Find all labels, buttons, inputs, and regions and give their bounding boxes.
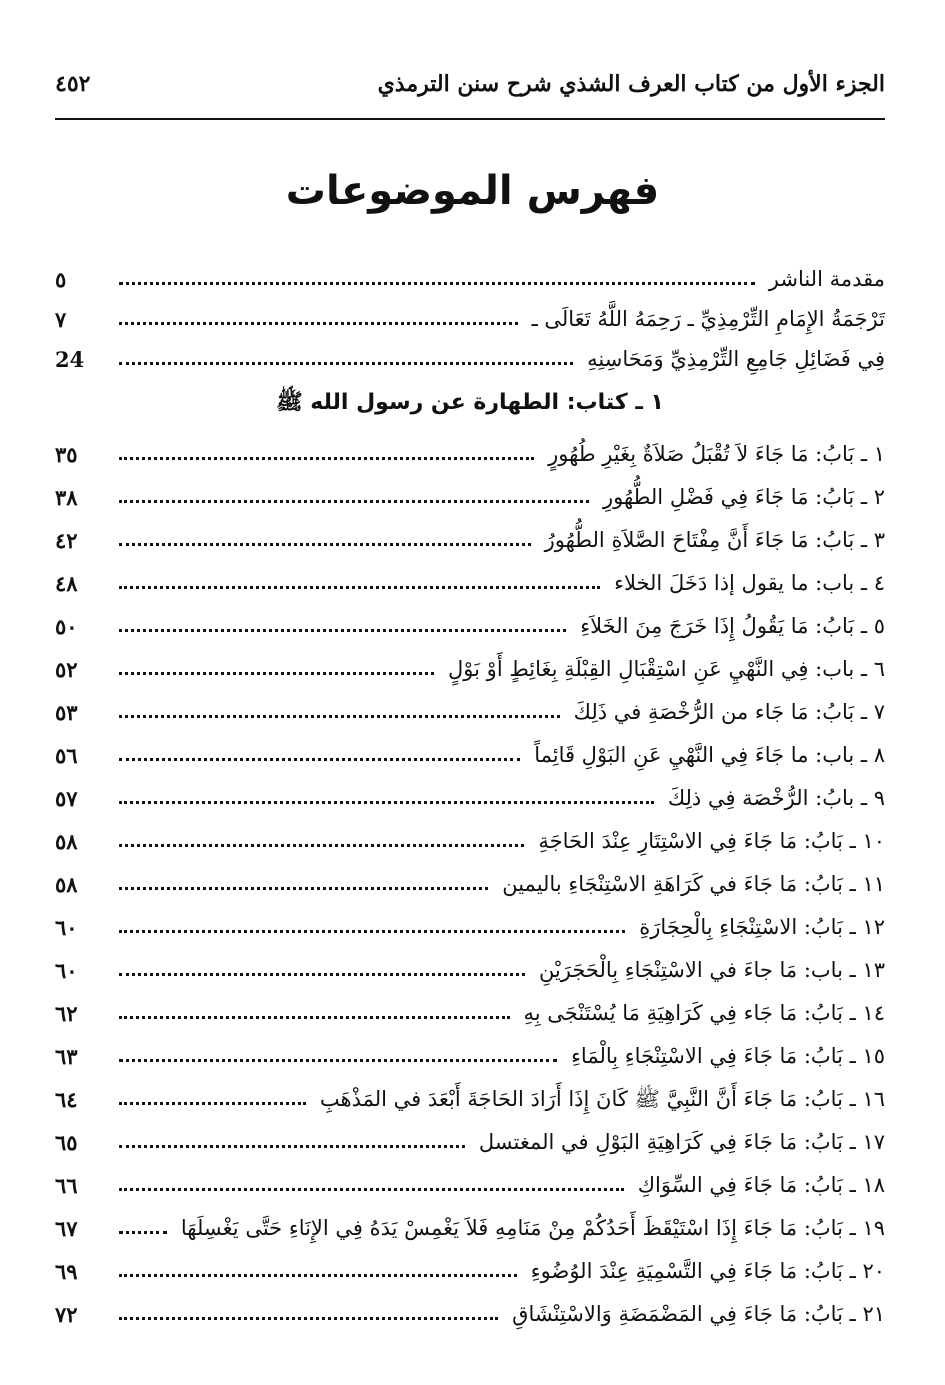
toc-entry-page: ٦٠ [55, 957, 78, 983]
toc-entry-page: ٥٨ [55, 871, 78, 897]
toc-entry-page: ٥٧ [55, 785, 78, 811]
dot-leader [119, 500, 589, 503]
dot-leader [119, 1317, 498, 1320]
toc-entry-page: 24 [55, 346, 85, 372]
toc-entry [55, 682, 885, 725]
toc-entry-page: ٦٢ [55, 1000, 78, 1026]
toc-entry-page: ٤٢ [55, 527, 78, 553]
toc-entry-page: ٥٨ [55, 828, 78, 854]
toc-entry [55, 725, 885, 768]
toc-entry-page: ٦٦ [55, 1172, 78, 1198]
toc-entry-text: ١ ـ بَابُ: مَا جَاءَ لاَ تُقْبَلُ صَلاَةٌ بِغَيْرِ طُهُورٍ [548, 441, 885, 466]
toc-entry-page: ٦٤ [55, 1086, 78, 1112]
toc-entry-text: ١٢ ـ بَابُ: الاسْتِنْجَاءِ بِالْحِجَارَةِ [639, 914, 885, 939]
dot-leader [119, 1102, 306, 1105]
toc-entry-page: ٦٧ [55, 1215, 78, 1241]
toc-entry [55, 424, 885, 467]
toc-entry-page: ٥٠ [55, 613, 78, 639]
toc-entry-page: ٣٥ [55, 441, 78, 467]
toc-entry-page: ٥ [55, 266, 67, 292]
toc-entry [55, 1155, 885, 1198]
toc-entry [55, 1241, 885, 1284]
dot-leader [119, 1059, 557, 1062]
toc-entry-text: ١١ ـ بَابُ: مَا جَاءَ في كَرَاهَةِ الاسْتِنْجَاءِ باليمين [502, 871, 885, 896]
table-of-contents [55, 252, 885, 1327]
toc-entry-text: ٩ ـ بابُ: الرُّخْصَة فِي ذلِكَ [667, 785, 885, 810]
toc-entry-page: ٥٢ [55, 656, 78, 682]
dot-leader [119, 758, 520, 761]
toc-entry-text: ١٩ ـ بَابُ: مَا جَاءَ إِذَا اسْتَيْقَظَ أَحَدُكُمْ مِنْ مَنَامِهِ فَلاَ يَغْمِسْ يَدَهُ فِي الإِنَاءِ حَتَّى يَغْسِلَهَا [180, 1215, 885, 1240]
toc-entry-page: ٦٥ [55, 1129, 78, 1155]
toc-entry-text: ٣ ـ بَابُ: مَا جَاءَ أَنَّ مِفْتَاحَ الصَّلاَةِ الطُّهُورُ [544, 527, 885, 552]
running-title: الجزء الأول من كتاب العرف الشذي شرح سنن الترمذي [377, 71, 885, 97]
toc-entry [55, 510, 885, 553]
dot-leader [119, 1274, 517, 1277]
toc-entry-page: ٦٣ [55, 1043, 78, 1069]
dot-leader [119, 282, 755, 285]
dot-leader [119, 844, 524, 847]
dot-leader [119, 1145, 465, 1148]
dot-leader [119, 362, 573, 365]
toc-entry-page: ٧٢ [55, 1301, 78, 1327]
dot-leader [119, 629, 566, 632]
dot-leader [119, 1231, 167, 1234]
toc-entry-text: ١٧ ـ بَابُ: مَا جَاءَ فِي كَرَاهِيَةِ البَوْلِ في المغتسل [478, 1129, 885, 1154]
toc-entry-text: مقدمة الناشر [768, 266, 885, 291]
dot-leader [119, 672, 434, 675]
toc-entry-text: ١٥ ـ بَابُ: مَا جَاءَ فِي الاسْتِنْجَاءِ بِالْمَاءِ [571, 1043, 885, 1068]
toc-entry-page: ٣٨ [55, 484, 78, 510]
header-rule [55, 118, 885, 120]
toc-entry [55, 1026, 885, 1069]
toc-entry-page: ٦٩ [55, 1258, 78, 1284]
toc-entry [55, 639, 885, 682]
toc-entry-text: ١٦ ـ بَابُ: مَا جَاءَ أَنَّ النَّبِيَّ ﷺ كَانَ إِذَا أَرَادَ الحَاجَةَ أَبْعَدَ في المَذْهَبِ [319, 1086, 885, 1111]
toc-entry-text: ٢١ ـ بَابُ: مَا جَاءَ فِي المَضْمَضَةِ وَالاسْتِنْشَاقِ [512, 1301, 885, 1326]
toc-entry [55, 596, 885, 639]
toc-entry-text: ٥ ـ بَابُ: مَا يَقُولُ إِذَا خَرَجَ مِنَ الخَلاَءِ [580, 613, 885, 638]
toc-entry [55, 983, 885, 1026]
toc-entry-text: ١٠ ـ بَابُ: مَا جَاءَ فِي الاسْتِتَارِ عِنْدَ الحَاجَةِ [538, 828, 885, 853]
toc-entry-page: ٥٦ [55, 742, 78, 768]
dot-leader [119, 586, 600, 589]
toc-entry [55, 1112, 885, 1155]
dot-leader [119, 715, 560, 718]
toc-entry-text: تَرْجَمَةُ الإِمَامِ التِّرْمِذِيِّ ـ رَحِمَهُ اللَّهُ تَعَالَى ـ [531, 306, 885, 331]
page-title: فهرس الموضوعات [285, 168, 660, 214]
toc-entry-text: ٧ ـ بَابُ: مَا جَاء من الرُّخْصَةِ في ذَلِكَ [573, 699, 885, 724]
dot-leader [119, 322, 518, 325]
toc-entry-text: ٤ ـ باب: ما يقول إذا دَخَلَ الخلاء [614, 570, 885, 595]
section-heading: ١ ـ كتاب: الطهارة عن رسول الله ﷺ [276, 390, 664, 415]
dot-leader [119, 543, 531, 546]
toc-entry [55, 252, 885, 292]
toc-entry [55, 811, 885, 854]
toc-entry [55, 768, 885, 811]
toc-entry [55, 897, 885, 940]
dot-leader [119, 457, 534, 460]
dot-leader [119, 887, 488, 890]
toc-entry [55, 940, 885, 983]
toc-entry [55, 553, 885, 596]
running-header [55, 62, 885, 106]
toc-entry-page: ٧ [55, 306, 67, 332]
toc-entry-text: فِي فَضَائِلِ جَامِعِ التِّرْمِذِيِّ وَمَحَاسِنِهِ [587, 346, 885, 371]
toc-entry [55, 1069, 885, 1112]
toc-entry [55, 332, 885, 372]
toc-entry [55, 292, 885, 332]
dot-leader [119, 1016, 510, 1019]
dot-leader [119, 1188, 624, 1191]
toc-entry-page: ٤٨ [55, 570, 78, 596]
toc-entry [55, 1284, 885, 1327]
toc-entry-text: ٢ ـ بَابُ: مَا جَاءَ فِي فَضْلِ الطُّهُورِ [603, 484, 885, 509]
dot-leader [119, 801, 654, 804]
dot-leader [119, 930, 625, 933]
toc-entry-page: ٥٣ [55, 699, 78, 725]
toc-entry-text: ١٨ ـ بَابُ: مَا جَاءَ فِي السِّوَاكِ [637, 1172, 885, 1197]
toc-entry-page: ٦٠ [55, 914, 78, 940]
page-number: ٤٥٢ [55, 71, 91, 97]
dot-leader [119, 973, 525, 976]
toc-entry [55, 854, 885, 897]
toc-entry [55, 1198, 885, 1241]
toc-entry-text: ٨ ـ باب: ما جَاءَ فِي النَّهْيِ عَنِ البَوْلِ قَائِماً [534, 742, 885, 767]
toc-entry-text: ٦ ـ باب: فِي النَّهْيِ عَنِ اسْتِقْبَالِ القِبْلَةِ بِغَائِطٍ أَوْ بَوْلٍ [448, 656, 885, 681]
toc-entry-text: ٢٠ ـ بَابُ: مَا جَاءَ فِي التَّسْمِيَةِ عِنْدَ الوُضُوءِ [530, 1258, 885, 1283]
toc-entry-text: ١٣ ـ باب: مَا جاءَ في الاسْتِنْجَاءِ بِالْحَجَرَيْنِ [538, 957, 885, 982]
toc-entry [55, 467, 885, 510]
toc-entry-text: ١٤ ـ بَابُ: مَا جَاء فِي كَرَاهِيَةِ مَا يُسْتَنْجَى بِهِ [523, 1000, 885, 1025]
